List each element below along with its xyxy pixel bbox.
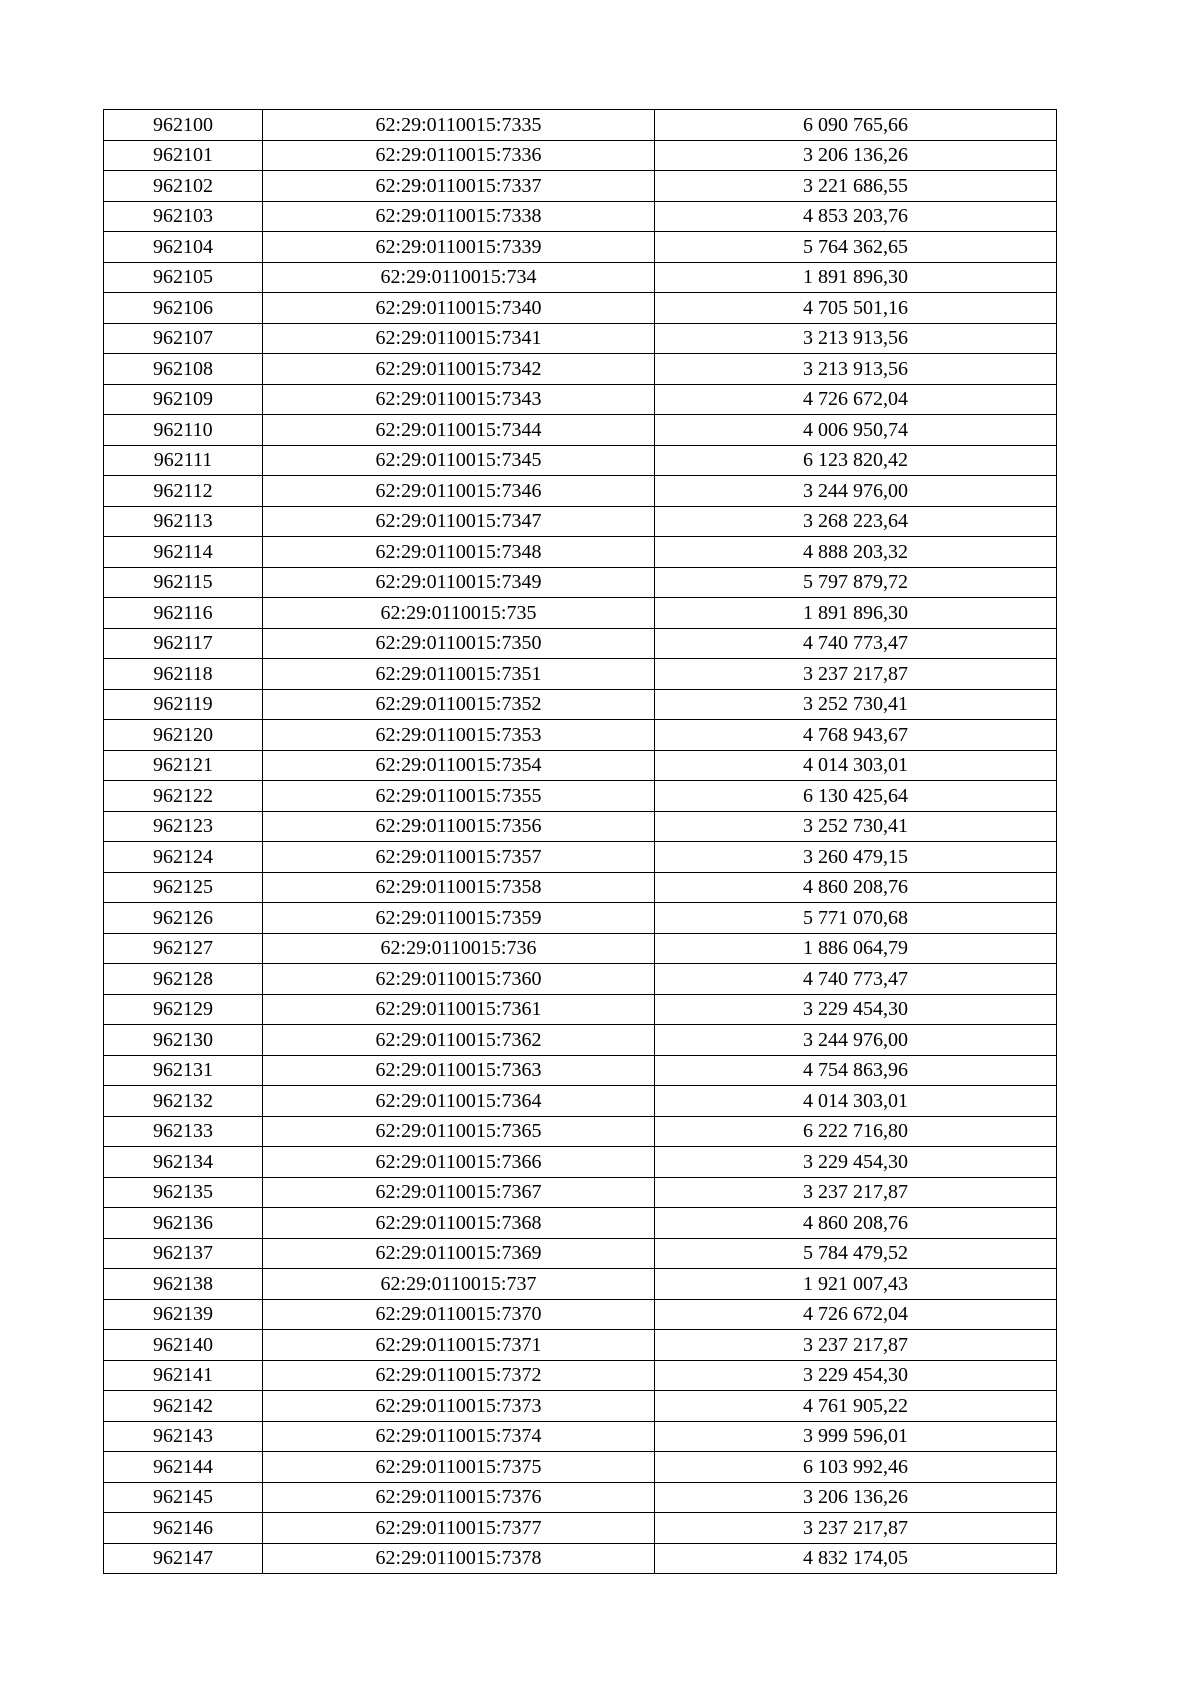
cadastral-number-cell: 62:29:0110015:7367 <box>263 1177 655 1208</box>
table-row <box>104 903 1057 934</box>
cadastral-number-cell: 62:29:0110015:7375 <box>263 1452 655 1483</box>
row-number-cell: 962142 <box>104 1391 263 1422</box>
row-number-cell: 962123 <box>104 811 263 842</box>
cadastral-value-cell: 1 891 896,30 <box>655 262 1057 293</box>
table-row <box>104 1360 1057 1391</box>
cadastral-value-cell: 4 705 501,16 <box>655 293 1057 324</box>
cadastral-number-cell: 62:29:0110015:7337 <box>263 171 655 202</box>
cadastral-number-cell: 62:29:0110015:7342 <box>263 354 655 385</box>
row-number-cell: 962145 <box>104 1482 263 1513</box>
row-number-cell: 962135 <box>104 1177 263 1208</box>
cadastral-value-cell: 6 222 716,80 <box>655 1116 1057 1147</box>
table-row <box>104 567 1057 598</box>
cadastral-number-cell: 62:29:0110015:7372 <box>263 1360 655 1391</box>
table-row <box>104 1452 1057 1483</box>
cadastral-value-cell: 3 237 217,87 <box>655 1330 1057 1361</box>
cadastral-value-cell: 5 797 879,72 <box>655 567 1057 598</box>
cadastral-value-cell: 3 206 136,26 <box>655 1482 1057 1513</box>
cadastral-number-cell: 62:29:0110015:7344 <box>263 415 655 446</box>
table-row <box>104 384 1057 415</box>
cadastral-value-cell: 4 754 863,96 <box>655 1055 1057 1086</box>
table-row <box>104 293 1057 324</box>
table-row <box>104 1025 1057 1056</box>
row-number-cell: 962120 <box>104 720 263 751</box>
cadastral-value-cell: 4 014 303,01 <box>655 1086 1057 1117</box>
table-row <box>104 1086 1057 1117</box>
cadastral-value-cell: 5 764 362,65 <box>655 232 1057 263</box>
cadastral-number-cell: 62:29:0110015:736 <box>263 933 655 964</box>
cadastral-value-cell: 4 740 773,47 <box>655 964 1057 995</box>
row-number-cell: 962104 <box>104 232 263 263</box>
table-row <box>104 1421 1057 1452</box>
cadastral-value-cell: 4 006 950,74 <box>655 415 1057 446</box>
cadastral-number-cell: 62:29:0110015:7359 <box>263 903 655 934</box>
cadastral-number-cell: 62:29:0110015:7348 <box>263 537 655 568</box>
row-number-cell: 962114 <box>104 537 263 568</box>
cadastral-number-cell: 62:29:0110015:734 <box>263 262 655 293</box>
row-number-cell: 962140 <box>104 1330 263 1361</box>
cadastral-value-cell: 3 244 976,00 <box>655 1025 1057 1056</box>
row-number-cell: 962147 <box>104 1543 263 1574</box>
cadastral-value-cell: 5 784 479,52 <box>655 1238 1057 1269</box>
table-row <box>104 476 1057 507</box>
row-number-cell: 962138 <box>104 1269 263 1300</box>
cadastral-number-cell: 62:29:0110015:7346 <box>263 476 655 507</box>
table-row <box>104 110 1057 141</box>
cadastral-number-cell: 62:29:0110015:7336 <box>263 140 655 171</box>
row-number-cell: 962115 <box>104 567 263 598</box>
table-row <box>104 232 1057 263</box>
row-number-cell: 962136 <box>104 1208 263 1239</box>
table-row <box>104 1269 1057 1300</box>
cadastral-number-cell: 62:29:0110015:7356 <box>263 811 655 842</box>
row-number-cell: 962100 <box>104 110 263 141</box>
row-number-cell: 962146 <box>104 1513 263 1544</box>
cadastral-value-cell: 3 229 454,30 <box>655 1147 1057 1178</box>
cadastral-value-cell: 4 768 943,67 <box>655 720 1057 751</box>
cadastral-number-cell: 62:29:0110015:7352 <box>263 689 655 720</box>
cadastral-number-cell: 62:29:0110015:7374 <box>263 1421 655 1452</box>
table-row <box>104 1543 1057 1574</box>
row-number-cell: 962129 <box>104 994 263 1025</box>
cadastral-number-cell: 62:29:0110015:7369 <box>263 1238 655 1269</box>
table-row <box>104 140 1057 171</box>
cadastral-value-cell: 4 853 203,76 <box>655 201 1057 232</box>
cadastral-number-cell: 62:29:0110015:7345 <box>263 445 655 476</box>
cadastral-value-cell: 3 206 136,26 <box>655 140 1057 171</box>
table-row <box>104 1147 1057 1178</box>
cadastral-value-cell: 6 090 765,66 <box>655 110 1057 141</box>
cadastral-number-cell: 62:29:0110015:7376 <box>263 1482 655 1513</box>
table-row <box>104 1116 1057 1147</box>
cadastral-number-cell: 62:29:0110015:7355 <box>263 781 655 812</box>
table-row <box>104 1330 1057 1361</box>
row-number-cell: 962133 <box>104 1116 263 1147</box>
cadastral-number-cell: 62:29:0110015:7354 <box>263 750 655 781</box>
cadastral-value-cell: 1 921 007,43 <box>655 1269 1057 1300</box>
row-number-cell: 962119 <box>104 689 263 720</box>
row-number-cell: 962141 <box>104 1360 263 1391</box>
row-number-cell: 962144 <box>104 1452 263 1483</box>
cadastral-number-cell: 62:29:0110015:7364 <box>263 1086 655 1117</box>
cadastral-number-cell: 62:29:0110015:7358 <box>263 872 655 903</box>
cadastral-number-cell: 62:29:0110015:737 <box>263 1269 655 1300</box>
cadastral-number-cell: 62:29:0110015:7360 <box>263 964 655 995</box>
table-row <box>104 1238 1057 1269</box>
cadastral-number-cell: 62:29:0110015:7339 <box>263 232 655 263</box>
cadastral-value-cell: 4 860 208,76 <box>655 1208 1057 1239</box>
cadastral-value-cell: 3 213 913,56 <box>655 323 1057 354</box>
cadastral-number-cell: 62:29:0110015:7377 <box>263 1513 655 1544</box>
row-number-cell: 962121 <box>104 750 263 781</box>
table-row <box>104 659 1057 690</box>
cadastral-value-cell: 3 268 223,64 <box>655 506 1057 537</box>
table-row <box>104 1299 1057 1330</box>
row-number-cell: 962122 <box>104 781 263 812</box>
cadastral-number-cell: 62:29:0110015:7335 <box>263 110 655 141</box>
table-row <box>104 506 1057 537</box>
cadastral-number-cell: 62:29:0110015:7365 <box>263 1116 655 1147</box>
table-row <box>104 1513 1057 1544</box>
table-row <box>104 1208 1057 1239</box>
cadastral-value-cell: 3 252 730,41 <box>655 811 1057 842</box>
cadastral-number-cell: 62:29:0110015:7361 <box>263 994 655 1025</box>
table-row <box>104 415 1057 446</box>
cadastral-value-cell: 3 244 976,00 <box>655 476 1057 507</box>
table-row <box>104 445 1057 476</box>
cadastral-number-cell: 62:29:0110015:7350 <box>263 628 655 659</box>
cadastral-number-cell: 62:29:0110015:7366 <box>263 1147 655 1178</box>
cadastral-value-cell: 4 761 905,22 <box>655 1391 1057 1422</box>
table-row <box>104 811 1057 842</box>
table-row <box>104 750 1057 781</box>
cadastral-value-cell: 3 229 454,30 <box>655 1360 1057 1391</box>
table-row <box>104 994 1057 1025</box>
row-number-cell: 962101 <box>104 140 263 171</box>
cadastral-value-cell: 4 888 203,32 <box>655 537 1057 568</box>
cadastral-value-cell: 5 771 070,68 <box>655 903 1057 934</box>
cadastral-value-cell: 4 726 672,04 <box>655 384 1057 415</box>
cadastral-value-cell: 3 237 217,87 <box>655 659 1057 690</box>
cadastral-value-cell: 4 832 174,05 <box>655 1543 1057 1574</box>
cadastral-number-cell: 62:29:0110015:7338 <box>263 201 655 232</box>
table-row <box>104 262 1057 293</box>
row-number-cell: 962110 <box>104 415 263 446</box>
cadastral-number-cell: 62:29:0110015:7351 <box>263 659 655 690</box>
cadastral-value-cell: 3 999 596,01 <box>655 1421 1057 1452</box>
cadastral-value-cell: 6 130 425,64 <box>655 781 1057 812</box>
cadastral-value-cell: 3 237 217,87 <box>655 1513 1057 1544</box>
table-row <box>104 720 1057 751</box>
cadastral-value-cell: 4 726 672,04 <box>655 1299 1057 1330</box>
row-number-cell: 962126 <box>104 903 263 934</box>
table-row <box>104 628 1057 659</box>
table-row <box>104 1177 1057 1208</box>
cadastral-value-cell: 3 237 217,87 <box>655 1177 1057 1208</box>
cadastral-value-cell: 6 123 820,42 <box>655 445 1057 476</box>
cadastral-value-table <box>103 109 1057 1574</box>
row-number-cell: 962128 <box>104 964 263 995</box>
row-number-cell: 962103 <box>104 201 263 232</box>
cadastral-value-cell: 4 014 303,01 <box>655 750 1057 781</box>
row-number-cell: 962108 <box>104 354 263 385</box>
table-row <box>104 537 1057 568</box>
cadastral-number-cell: 62:29:0110015:7357 <box>263 842 655 873</box>
cadastral-value-cell: 3 229 454,30 <box>655 994 1057 1025</box>
table-row <box>104 598 1057 629</box>
cadastral-number-cell: 62:29:0110015:7341 <box>263 323 655 354</box>
row-number-cell: 962127 <box>104 933 263 964</box>
cadastral-value-cell: 1 891 896,30 <box>655 598 1057 629</box>
row-number-cell: 962131 <box>104 1055 263 1086</box>
cadastral-value-cell: 6 103 992,46 <box>655 1452 1057 1483</box>
row-number-cell: 962130 <box>104 1025 263 1056</box>
cadastral-number-cell: 62:29:0110015:7362 <box>263 1025 655 1056</box>
cadastral-value-cell: 3 213 913,56 <box>655 354 1057 385</box>
cadastral-value-cell: 3 221 686,55 <box>655 171 1057 202</box>
row-number-cell: 962102 <box>104 171 263 202</box>
row-number-cell: 962117 <box>104 628 263 659</box>
table-row <box>104 171 1057 202</box>
table-row <box>104 1055 1057 1086</box>
row-number-cell: 962139 <box>104 1299 263 1330</box>
row-number-cell: 962113 <box>104 506 263 537</box>
row-number-cell: 962124 <box>104 842 263 873</box>
table-row <box>104 1391 1057 1422</box>
cadastral-number-cell: 62:29:0110015:7340 <box>263 293 655 324</box>
cadastral-number-cell: 62:29:0110015:7363 <box>263 1055 655 1086</box>
table-row <box>104 1482 1057 1513</box>
table-row <box>104 842 1057 873</box>
table-row <box>104 781 1057 812</box>
row-number-cell: 962106 <box>104 293 263 324</box>
row-number-cell: 962116 <box>104 598 263 629</box>
table-row <box>104 933 1057 964</box>
cadastral-number-cell: 62:29:0110015:7368 <box>263 1208 655 1239</box>
cadastral-value-cell: 1 886 064,79 <box>655 933 1057 964</box>
cadastral-value-cell: 4 740 773,47 <box>655 628 1057 659</box>
row-number-cell: 962112 <box>104 476 263 507</box>
cadastral-number-cell: 62:29:0110015:7349 <box>263 567 655 598</box>
cadastral-number-cell: 62:29:0110015:7347 <box>263 506 655 537</box>
cadastral-number-cell: 62:29:0110015:735 <box>263 598 655 629</box>
cadastral-number-cell: 62:29:0110015:7343 <box>263 384 655 415</box>
cadastral-number-cell: 62:29:0110015:7373 <box>263 1391 655 1422</box>
row-number-cell: 962132 <box>104 1086 263 1117</box>
row-number-cell: 962107 <box>104 323 263 354</box>
row-number-cell: 962118 <box>104 659 263 690</box>
cadastral-value-cell: 3 260 479,15 <box>655 842 1057 873</box>
row-number-cell: 962134 <box>104 1147 263 1178</box>
cadastral-number-cell: 62:29:0110015:7371 <box>263 1330 655 1361</box>
row-number-cell: 962143 <box>104 1421 263 1452</box>
table-row <box>104 201 1057 232</box>
cadastral-value-cell: 3 252 730,41 <box>655 689 1057 720</box>
row-number-cell: 962111 <box>104 445 263 476</box>
cadastral-number-cell: 62:29:0110015:7353 <box>263 720 655 751</box>
cadastral-value-cell: 4 860 208,76 <box>655 872 1057 903</box>
table-row <box>104 964 1057 995</box>
row-number-cell: 962109 <box>104 384 263 415</box>
table-row <box>104 689 1057 720</box>
row-number-cell: 962125 <box>104 872 263 903</box>
table-row <box>104 872 1057 903</box>
row-number-cell: 962105 <box>104 262 263 293</box>
row-number-cell: 962137 <box>104 1238 263 1269</box>
cadastral-number-cell: 62:29:0110015:7370 <box>263 1299 655 1330</box>
table-row <box>104 354 1057 385</box>
cadastral-number-cell: 62:29:0110015:7378 <box>263 1543 655 1574</box>
table-row <box>104 323 1057 354</box>
table-body <box>104 110 1057 1574</box>
